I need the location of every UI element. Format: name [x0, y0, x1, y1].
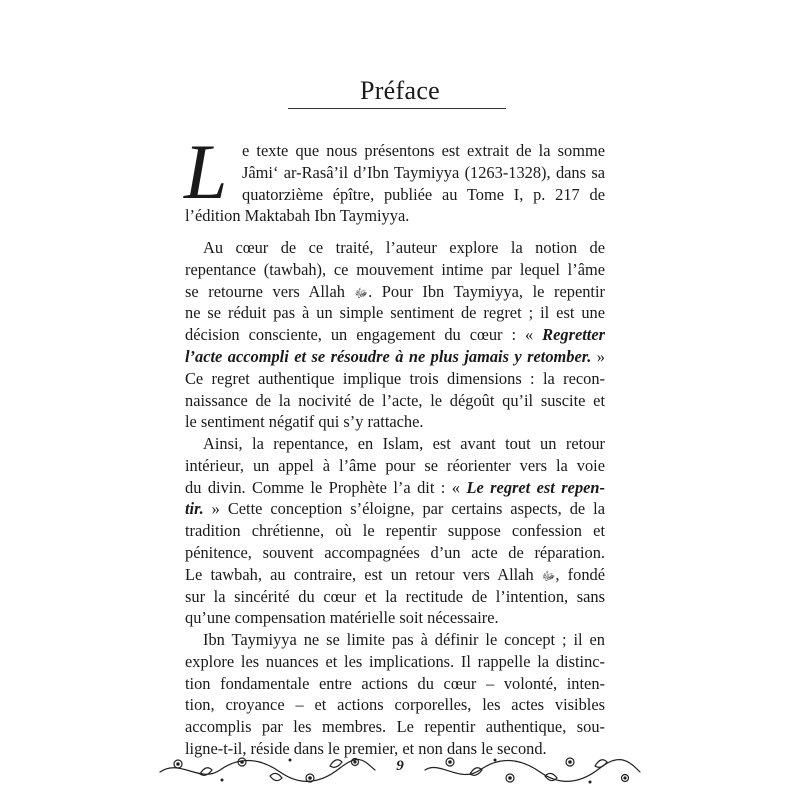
text-line: naissance de la nocivité de l’acte, le dégoût qu’il suscite et	[185, 390, 605, 410]
vine-right	[425, 760, 640, 782]
honorific-glyph: ﷻ	[541, 568, 556, 583]
text-line: Le tawbah, au contraire, est un retour vers Allah ﷻ, fondé	[185, 564, 606, 584]
text-line: tradition chrétienne, où le repentir suppose confession et	[185, 521, 605, 541]
paragraph-3	[185, 433, 605, 629]
paragraph-1	[242, 140, 605, 205]
paragraph-4	[185, 629, 605, 760]
text-line: accomplis par les membres. Le repentir authentique, sou-	[185, 717, 605, 737]
text-line: intérieur, un appel à l’âme pour se réorienter vers la voie	[185, 455, 605, 475]
page-number: 9	[396, 758, 404, 774]
text-line: le sentiment négatif qui s’y rattache.	[185, 412, 424, 432]
text-line: quatorzième épître, publiée au Tome I, p. 217 de	[242, 184, 605, 204]
text-line: Ibn Taymiyya ne se limite pas à définir le concept ; il en	[203, 630, 605, 649]
drop-cap: L	[184, 128, 228, 215]
emphasis-text: Le regret est repen-	[466, 477, 605, 497]
text-line: décision consciente, un engagement du cœur : « Regretter	[185, 325, 605, 345]
text-line: Jâmi‘ ar-Rasâ’il d’Ibn Taymiyya (1263-1328), dans sa	[242, 162, 605, 182]
text-line: Ainsi, la repentance, en Islam, est avant tout un retour	[203, 434, 605, 453]
text-line: repentance (tawbah), ce mouvement intime par lequel l’âme	[185, 259, 605, 279]
text-line: tir. » Cette conception s’éloigne, par certains aspects, de la	[185, 499, 605, 519]
text-line: e texte que nous présentons est extrait de la somme	[242, 141, 605, 160]
title-underline	[288, 108, 506, 109]
text-line: sur la sincérité du cœur et la rectitude de l’intention, sans	[185, 586, 605, 606]
text-line: Au cœur de ce traité, l’auteur explore la notion de	[203, 238, 605, 257]
text-line: tion, croyance – et actions corporelles, les actes visibles	[185, 695, 605, 715]
paragraph-1-end	[185, 205, 605, 227]
text-line: explore les nuances et les implications. Il rappelle la distinc-	[185, 651, 605, 671]
text-line: Ce regret authentique implique trois dimensions : la recon-	[185, 368, 605, 388]
vine-left	[160, 759, 375, 781]
paragraph-2	[185, 237, 605, 433]
text-line: ne se réduit pas à un simple sentiment de regret ; il est une	[185, 303, 605, 323]
text-line: l’acte accompli et se résoudre à ne plus jamais y retomber. »	[185, 346, 605, 366]
page-title: Préface	[359, 76, 441, 105]
text-line: du divin. Comme le Prophète l’a dit : « Le regret est repen-	[185, 477, 605, 497]
text-line: tion fondamentale entre actions du cœur – volonté, inten-	[185, 673, 605, 693]
text-line: se retourne vers Allah ﷻ. Pour Ibn Taymiyya, le repentir	[185, 281, 605, 301]
emphasis-text: Regretter	[542, 325, 605, 345]
emphasis-text: tir.	[185, 499, 204, 519]
text-line: pénitence, souvent accompagnées d’un acte de réparation.	[185, 542, 605, 562]
text-line: qu’une compensation matérielle soit nécessaire.	[185, 608, 499, 628]
text-line: ligne-t-il, réside dans le premier, et non dans le second.	[185, 738, 547, 758]
text-line: l’édition Maktabah Ibn Taymiyya.	[185, 206, 410, 225]
emphasis-text: l’acte accompli et se résoudre à ne plus jamais y retomber.	[185, 346, 592, 366]
honorific-glyph: ﷻ	[354, 285, 369, 300]
